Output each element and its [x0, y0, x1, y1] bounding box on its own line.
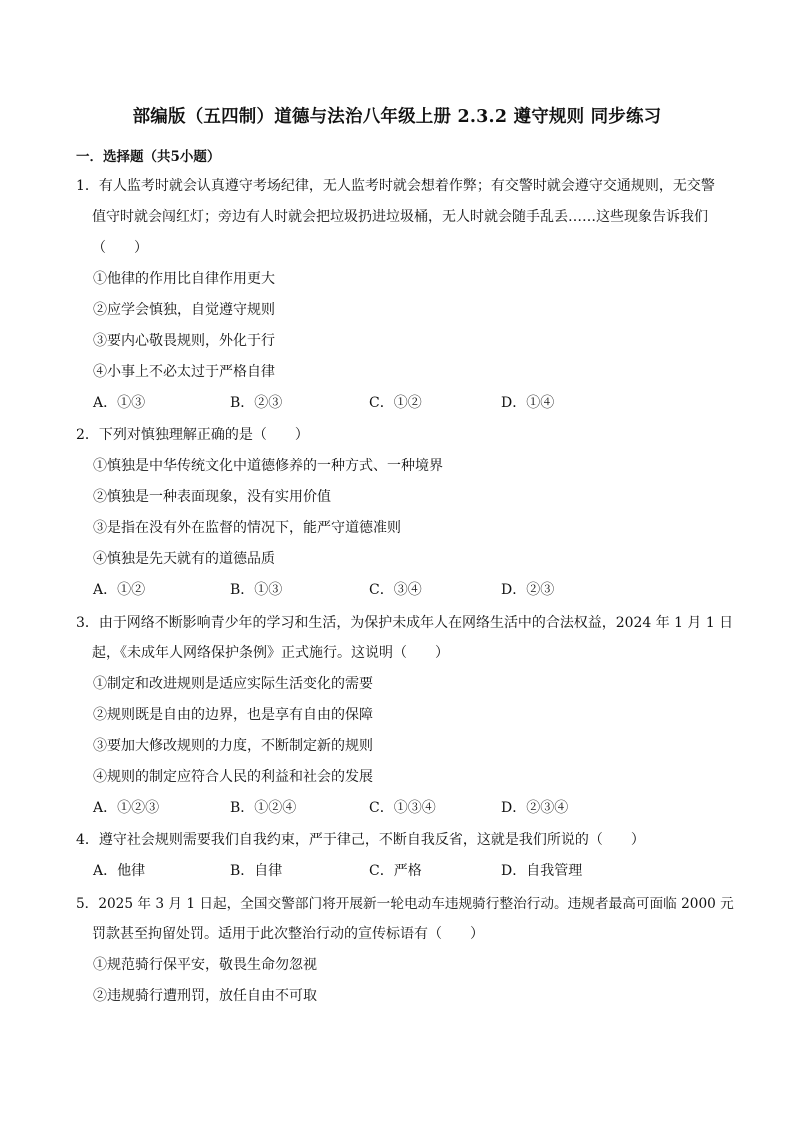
question-1-statement-1: ①他律的作用比自律作用更大 — [93, 271, 275, 287]
question-5-statement-1: ①规范骑行保平安，敬畏生命勿忽视 — [93, 957, 317, 973]
question-3-choice-d: D．②③④ — [501, 800, 569, 816]
question-3-choice-a: A．①②③ — [93, 800, 160, 816]
question-1-choice-b: B．②③ — [230, 395, 283, 411]
question-4-stem-line-1: 4．遵守社会规则需要我们自我约束，严于律己，不断自我反省，这就是我们所说的（ ） — [76, 832, 645, 848]
question-4-choice-b: B．自律 — [230, 863, 283, 879]
question-1-choice-c: C．①② — [369, 395, 422, 411]
question-1-statement-2: ②应学会慎独，自觉遵守规则 — [93, 302, 275, 318]
question-3-statement-2: ②规则既是自由的边界，也是享有自由的保障 — [93, 707, 373, 723]
question-4-choice-c: C．严格 — [369, 863, 422, 879]
question-5-statement-2: ②违规骑行遭刑罚，放任自由不可取 — [93, 988, 317, 1004]
question-5-stem-line-1: 5．2025 年 3 月 1 日起，全国交警部门将开展新一轮电动车违规骑行整治行动。违规者最高可面临 2000 元 — [76, 896, 734, 912]
question-3-choice-c: C．①③④ — [369, 800, 436, 816]
question-2-statement-4: ④慎独是先天就有的道德品质 — [93, 551, 275, 567]
question-3-statement-3: ③要加大修改规则的力度，不断制定新的规则 — [93, 738, 373, 754]
question-2-choice-a: A．①② — [93, 582, 146, 598]
question-3-stem-line-2: 起，《未成年人网络保护条例》正式施行。这说明（ ） — [92, 645, 449, 661]
question-1-statement-3: ③要内心敬畏规则，外化于行 — [93, 333, 275, 349]
question-3-choice-b: B．①②④ — [230, 800, 297, 816]
section-heading: 一．选择题（共5小题） — [76, 149, 221, 165]
question-1-choice-a: A．①③ — [93, 395, 146, 411]
question-2-choice-c: C．③④ — [369, 582, 422, 598]
question-2-statement-2: ②慎独是一种表面现象，没有实用价值 — [93, 489, 331, 505]
question-3-stem-line-1: 3．由于网络不断影响青少年的学习和生活，为保护未成年人在网络生活中的合法权益，2024 年 1 月 1 日 — [76, 615, 734, 631]
question-5-stem-line-2: 罚款甚至拘留处罚。适用于此次整治行动的宣传标语有（ ） — [92, 926, 484, 942]
question-4-choice-d: D．自我管理 — [501, 863, 583, 879]
question-4-choice-a: A．他律 — [93, 863, 146, 879]
question-1-stem-line-1: 1．有人监考时就会认真遵守考场纪律，无人监考时就会想着作弊；有交警时就会遵守交通规则，无交警 — [76, 178, 715, 194]
question-3-statement-4: ④规则的制定应符合人民的利益和社会的发展 — [93, 769, 373, 785]
question-2-choice-b: B．①③ — [230, 582, 283, 598]
question-3-statement-1: ①制定和改进规则是适应实际生活变化的需要 — [93, 676, 373, 692]
question-2-statement-3: ③是指在没有外在监督的情况下，能严守道德准则 — [93, 520, 401, 536]
question-1-stem-line-2: 值守时就会闯红灯；旁边有人时就会把垃圾扔进垃圾桶，无人时就会随手乱丢……这些现象告诉我们 — [92, 209, 708, 225]
question-1-choice-d: D．①④ — [501, 395, 555, 411]
question-1-stem-line-3: （ ） — [92, 240, 148, 256]
question-2-stem-line-1: 2．下列对慎独理解正确的是（ ） — [76, 427, 309, 443]
question-2-statement-1: ①慎独是中华传统文化中道德修养的一种方式、一种境界 — [93, 458, 443, 474]
question-2-choice-d: D．②③ — [501, 582, 555, 598]
page-title: 部编版（五四制）道德与法治八年级上册 2.3.2 遵守规则 同步练习 — [132, 107, 662, 127]
question-1-statement-4: ④小事上不必太过于严格自律 — [93, 364, 275, 380]
